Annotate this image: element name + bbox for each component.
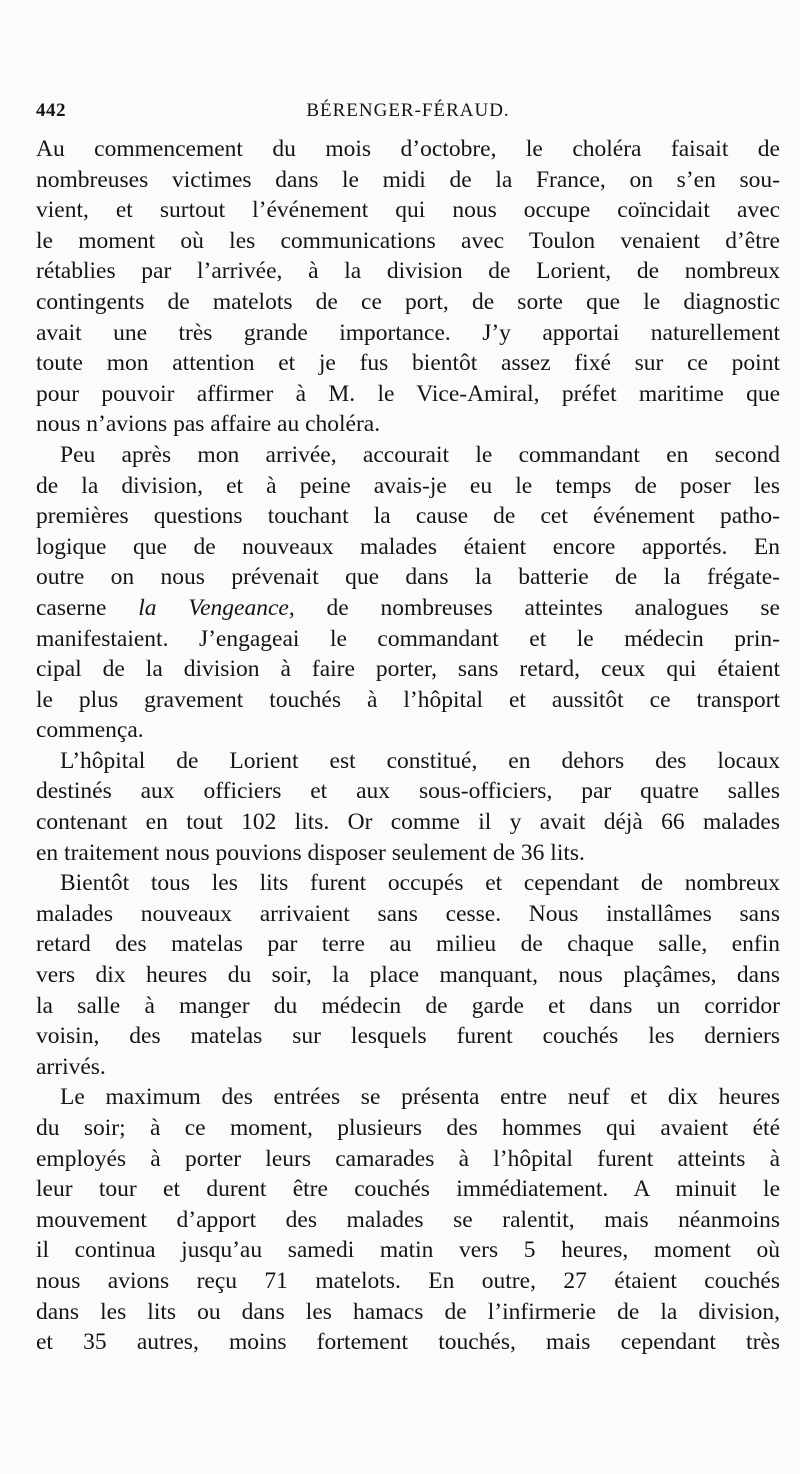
text-line: leur tour et durent être couchés immédiatement. A minuit le bbox=[36, 1176, 780, 1203]
text-line: Bientôt tous les lits furent occupés et cependant de nombreux bbox=[60, 870, 780, 897]
paragraph bbox=[36, 868, 780, 1082]
text-line: pour pouvoir affirmer à M. le Vice-Amiral, préfet maritime que bbox=[36, 380, 780, 407]
paragraph bbox=[36, 1082, 780, 1357]
text-line: nous n’avions pas affaire au choléra. bbox=[36, 411, 381, 438]
text-line: le moment où les communications avec Toulon venaient d’être bbox=[36, 227, 780, 254]
text-line: la salle à manger du médecin de garde et dans un corridor bbox=[36, 992, 780, 1019]
text-line: et 35 autres, moins fortement touchés, mais cependant très bbox=[36, 1329, 780, 1356]
text-line: nombreuses victimes dans le midi de la France, on s’en sou- bbox=[36, 166, 780, 193]
paragraph bbox=[36, 746, 780, 868]
text-line: arrivés. bbox=[36, 1053, 106, 1080]
text-line: premières questions touchant la cause de cet événement patho- bbox=[36, 503, 780, 530]
text-line: employés à porter leurs camarades à l’hôpital furent atteints à bbox=[36, 1145, 780, 1172]
text-line: Le maximum des entrées se présenta entre neuf et dix heures bbox=[60, 1084, 780, 1111]
text-line: cipal de la division à faire porter, sans retard, ceux qui étaient bbox=[36, 656, 780, 683]
text-line: Au commencement du mois d’octobre, le choléra faisait de bbox=[36, 136, 780, 162]
text-line: de la division, et à peine avais-je eu le temps de poser les bbox=[36, 472, 780, 499]
text-line: en traitement nous pouvions disposer seulement de 36 lits. bbox=[36, 839, 585, 866]
text-segment: caserne bbox=[36, 594, 139, 621]
running-head bbox=[36, 100, 780, 130]
text-segment: , de nombreuses atteintes analogues se bbox=[288, 594, 780, 621]
text-line: L’hôpital de Lorient est constitué, en dehors des locaux bbox=[60, 747, 780, 774]
text-line: le plus gravement touchés à l’hôpital et aussitôt ce transport bbox=[36, 686, 780, 713]
text-line: il continua jusqu’au samedi matin vers 5 heures, moment où bbox=[36, 1237, 780, 1264]
running-title: BÉRENGER-FÉRAUD. bbox=[306, 100, 510, 121]
text-line: du soir; à ce moment, plusieurs des hommes qui avaient été bbox=[36, 1115, 780, 1141]
text-line: manifestaient. J’engageai le commandant et le médecin prin- bbox=[36, 625, 780, 652]
text-line: logique que de nouveaux malades étaient encore apportés. En bbox=[36, 533, 780, 560]
text-line: malades nouveaux arrivaient sans cesse. Nous installâmes sans bbox=[36, 900, 780, 927]
text-line: commença. bbox=[36, 717, 144, 744]
text-line: voisin, des matelas sur lesquels furent couchés les derniers bbox=[36, 1023, 780, 1050]
text-line: retard des matelas par terre au milieu de chaque salle, enfin bbox=[36, 931, 780, 958]
book-page bbox=[36, 100, 780, 1358]
body-text bbox=[36, 134, 780, 1358]
paragraph bbox=[36, 134, 780, 440]
text-line: contingents de matelots de ce port, de sorte que le diagnostic bbox=[36, 288, 780, 315]
text-line: Peu après mon arrivée, accourait le commandant en second bbox=[60, 441, 780, 468]
text-line: vers dix heures du soir, la place manquant, nous plaçâmes, dans bbox=[36, 962, 780, 989]
text-line: rétablies par l’arrivée, à la division de Lorient, de nombreux bbox=[36, 258, 780, 285]
text-line: nous avions reçu 71 matelots. En outre, 27 étaient couchés bbox=[36, 1267, 780, 1294]
text-line: contenant en tout 102 lits. Or comme il y avait déjà 66 malades bbox=[36, 809, 780, 836]
paragraph bbox=[36, 440, 780, 746]
text-line: dans les lits ou dans les hamacs de l’infirmerie de la division, bbox=[36, 1298, 780, 1325]
page-number: 442 bbox=[36, 100, 66, 121]
text-line: destinés aux officiers et aux sous-officiers, par quatre salles bbox=[36, 778, 780, 805]
text-line bbox=[36, 593, 780, 624]
text-line: avait une très grande importance. J’y apportai naturellement bbox=[36, 319, 780, 346]
text-line: toute mon attention et je fus bientôt assez fixé sur ce point bbox=[36, 350, 780, 377]
text-line: mouvement d’apport des malades se ralentit, mais néanmoins bbox=[36, 1206, 780, 1233]
text-line: outre on nous prévenait que dans la batterie de la frégate- bbox=[36, 564, 780, 591]
text-line: vient, et surtout l’événement qui nous occupe coïncidait avec bbox=[36, 197, 780, 224]
ship-name: la Vengeance bbox=[138, 594, 289, 621]
